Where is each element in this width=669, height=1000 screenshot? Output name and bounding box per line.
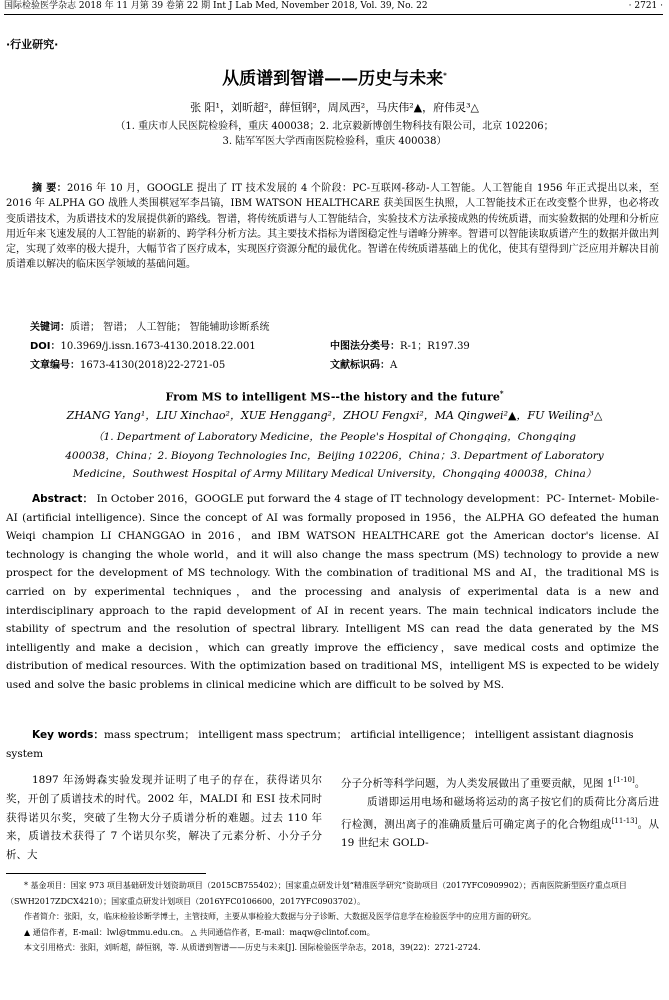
article-number	[30, 356, 225, 371]
body-text: 分子分析等科学问题，为人类发展做出了重要贡献，见图 1	[341, 777, 614, 790]
affiliation-cn	[40, 119, 629, 149]
authors-en: ZHANG Yang¹，LIU Xinchao²，XUE Henggang²，ZHOU Fengxi²，MA Qingwei²▲，FU Weiling³△	[66, 409, 603, 422]
affiliation-cn-line: （1. 重庆市人民医院检验科，重庆 400038；2. 北京毅新博创生物科技有限公司，北京 102206；	[115, 121, 554, 132]
journal-info: 国际检验医学杂志 2018 年 11 月第 39 卷第 22 期 Int J Lab Med, November 2018, Vol. 39, No. 22	[4, 1, 428, 11]
authors-cn: 张 阳¹，刘昕超²，薛恒钢²，周凤西²，马庆伟²▲，府伟灵³△	[190, 101, 479, 114]
affiliation-cn-line: 3. 陆军军医大学西南医院检验科，重庆 400038）	[222, 136, 447, 147]
body-left-column	[6, 771, 322, 865]
body-paragraph	[341, 793, 659, 853]
body-text: 质谱即运用电场和磁场将运动的离子按它们的质荷比分离后进行检测，测出离子的准确质量后可确定离子的化合物组成	[341, 796, 659, 831]
abstract-en-label: Abstract：	[32, 493, 94, 505]
title-fund-mark: *	[443, 71, 447, 80]
body-text: 。	[634, 777, 646, 790]
clc-number	[330, 337, 470, 352]
affiliation-en	[10, 428, 659, 484]
title-en-text: From MS to intelligent MS--the history and the future	[165, 390, 500, 404]
abstract-en-text: In October 2016，GOOGLE put forward the 4 stage of IT technology development：PC- Internet- Mobile- AI (artificial intelligence). Since the concept of AI was formally proposed in 1956，the ALPHA GO defeated the human Weiqi champion LI CHANGGAO in 2016，and IBM WATSON HEALTHCARE got the American doctor's license. AI technology is changing the whole world，and it will also change the mass spectrum (MS) technology to provide a new prospect for the development of MS technology. With the combination of traditional MS and AI，the traditional MS is carried on by experimental techniques，and the processing and analysis of experimental data is a new and interdisciplinary approach to the rapid development of AI in recent years. The main technical indicators include the stability of spectrum and the resolution of spectral library. Intelligent MS can read the data generated by the MS intelligently and make a decision，which can greatly improve the efficiency，save medical costs and optimize the distribution of medical resources. With the optimization based on traditional MS，intelligent MS is expected to be widely used and solve the basic problems in clinical medicine which are difficult to be solved by MS.	[6, 493, 659, 691]
document-code-value: A	[390, 360, 398, 371]
keywords-cn-text: 质谱； 智谱； 人工智能； 智能辅助诊断系统	[70, 322, 270, 333]
abstract-cn-label: 摘 要：	[32, 183, 67, 194]
clc-value: R-1；R197.39	[400, 341, 470, 352]
title-en	[0, 389, 669, 404]
keywords-en-label: Key words：	[32, 729, 104, 741]
page-number: · 2721 ·	[628, 1, 663, 11]
abstract-cn	[6, 181, 659, 273]
keywords-en	[6, 726, 659, 763]
doi-label: DOI：	[30, 341, 61, 352]
document-code-label: 文献标识码：	[330, 360, 390, 371]
affiliation-en-line: 400038，China；2. Bioyong Technologies Inc，Beijing 102206，China；3. Department of Laboratory	[65, 449, 604, 462]
affiliation-en-line: Medicine，Southwest Hospital of Army Military Medical University，Chongqing 400038，China）	[72, 468, 597, 480]
footnote-citation: 本文引用格式：张阳，刘昕超，薛恒钢，等. 从质谱到智谱——历史与未来[J]. 国际检验医学杂志，2018，39(22)：2721-2724.	[24, 943, 481, 952]
citation-ref: [1-10]	[613, 776, 635, 784]
affiliation-en-line: （1. Department of Laboratory Medicine，the People's Hospital of Chongqing，Chongqing	[93, 431, 576, 443]
running-header	[4, 0, 663, 15]
footnote-correspondence: ▲ 通信作者，E-mail：lwl@tmmu.edu.cn。 △ 共同通信作者，E-mail：maqw@clintof.com。	[24, 927, 375, 937]
citation-ref: [11-13]	[611, 817, 638, 826]
clc-label: 中图法分类号：	[330, 341, 400, 352]
title-cn	[0, 64, 669, 89]
document-code	[330, 356, 397, 371]
keywords-cn	[30, 318, 270, 333]
title-en-fund-mark: *	[499, 389, 504, 398]
footnote-divider	[6, 873, 206, 874]
keywords-cn-label: 关键词：	[30, 322, 70, 333]
keywords-en-text: mass spectrum； intelligent mass spectrum； artificial intelligence； intelligent assistant diagnosis system	[6, 729, 634, 760]
body-paragraph: 1897 年汤姆森实验发现并证明了电子的存在，获得诺贝尔奖，开创了质谱技术的时代。2002 年，MALDI 和 ESI 技术同时获得诺贝尔奖，突破了生物大分子质谱分析的难题。过去 110 年来，质谱技术获得了 7 个诺贝尔奖，解决了元素分析、小分子分析、大	[6, 774, 322, 862]
section-tag: ·行业研究·	[6, 38, 59, 51]
article-number-value: 1673-4130(2018)22-2721-05	[80, 360, 226, 371]
body-right-column	[341, 771, 659, 853]
footnote-fund: * 基金项目：国家 973 项目基础研发计划资助项目（2015CB755402）；国家重点研发计划“精准医学研究”资助项目（2017YFC0909902）；西南医院新型医疗重点项目（SWH2017ZDCX4210）；国家重点研发计划项目（2016YFC0106600，2017YFC0903702）。	[6, 881, 627, 906]
doi	[30, 337, 256, 352]
title-cn-text: 从质谱到智谱——历史与未来	[222, 69, 444, 89]
abstract-cn-text: 2016 年 10 月，GOOGLE 提出了 IT 技术发展的 4 个阶段：PC-互联网-移动-人工智能。人工智能自 1956 年正式提出以来，至 2016 年 ALPHA GO 战胜人类围棋冠军李昌镐，IBM WATSON HEALTHCARE 获美国医生执照，人工智能技术正在改变整个世界，也必将改变质谱技术，为质谱技术的发展提供新的路线。智谱，将传统质谱与人工智能结合，实验技术方法承接成熟的传统质谱，而实验数据的处理和分析应用近年来飞速发展的人工智能的崭新的、跨学科分析方法。其主要技术指标为谱图稳定性与谱峰分辨率。智谱可以智能读取质谱产生的数据并做出判定，实现了效率的极大提升，大幅节省了医疗成本，实现医疗资源分配的最优化。智谱在传统质谱基础上的优化，使其有望得到广泛应用并解决目前质谱难以解决的临床医学领域的基础问题。	[6, 183, 659, 271]
footnote-author: 作者简介：张阳，女，临床检验诊断学博士，主管技师，主要从事检验大数据与分子诊断、大数据及医学信息学在检验医学中的应用方面的研究。	[24, 912, 536, 921]
article-number-label: 文章编号：	[30, 360, 80, 371]
body-paragraph-continued	[341, 771, 659, 793]
footnotes	[6, 878, 659, 956]
body-text: 。从 19 世纪末 GOLD-	[341, 818, 659, 850]
doi-value: 10.3969/j.issn.1673-4130.2018.22.001	[60, 341, 256, 352]
abstract-en	[6, 490, 659, 695]
